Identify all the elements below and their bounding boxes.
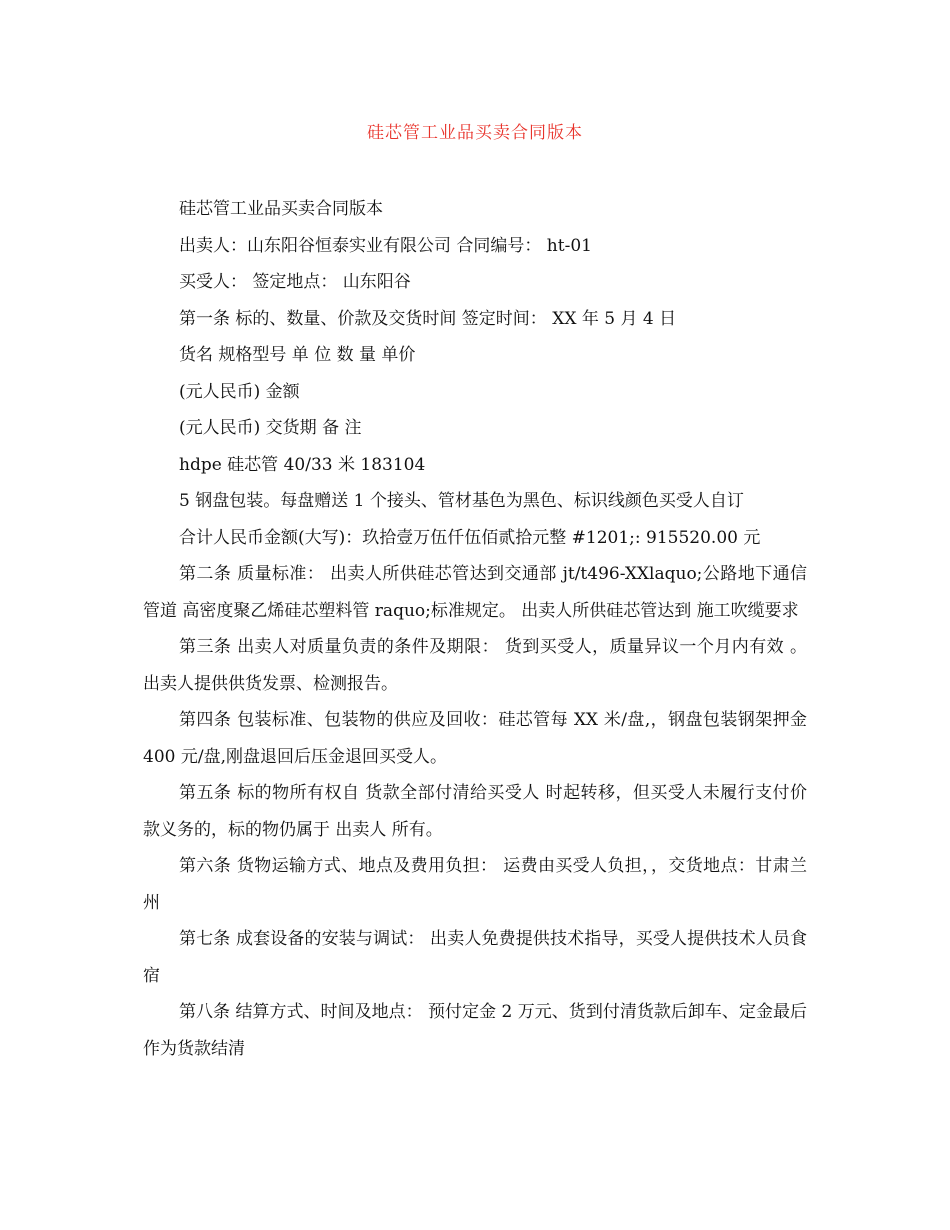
goods-table-header-cont: (元人民币) 金额	[179, 381, 300, 402]
document-title: 硅芯管工业品买卖合同版本	[367, 123, 583, 143]
goods-packaging-note: 5 钢盘包装。每盘赠送 1 个接头、管材基色为黑色、标识线颜色买受人自订	[179, 491, 744, 511]
article-5-ownership: 第五条 标的物所有权自 货款全部付清给买受人 时起转移，但买受人未履行支付价款义务的，标的物仍属于 出卖人 所有。	[143, 783, 807, 840]
article-4-packaging: 第四条 包装标准、包装物的供应及回收：硅芯管每 XX 米/盘,，钢盘包装钢架押金 400 元/盘,刚盘退回后压金退回买受人。	[143, 710, 807, 767]
seller-line: 出卖人：山东阳谷恒泰实业有限公司 合同编号： ht-01	[179, 235, 592, 256]
goods-table-header: 货名 规格型号 单 位 数 量 单价	[179, 345, 416, 365]
buyer-line: 买受人： 签定地点： 山东阳谷	[179, 272, 411, 292]
document-body	[143, 191, 807, 1067]
goods-row: hdpe 硅芯管 40/33 米 183104	[179, 454, 426, 475]
article-3-liability: 第三条 出卖人对质量负责的条件及期限： 货到买受人，质量异议一个月内有效 。 出卖人提供供货发票、检测报告。	[143, 637, 807, 694]
article-7-installation: 第七条 成套设备的安装与调试： 出卖人免费提供技术指导，买受人提供技术人员食宿	[143, 929, 807, 986]
article-6-transport: 第六条 货物运输方式、地点及费用负担： 运费由买受人负担，，交货地点：甘肃兰州	[143, 856, 807, 913]
contract-subtitle: 硅芯管工业品买卖合同版本	[179, 199, 383, 219]
goods-table-header-cont-2: (元人民币) 交货期 备 注	[179, 418, 362, 438]
article-8-settlement: 第八条 结算方式、时间及地点： 预付定金 2 万元、货到付清货款后卸车、定金最后作为货款结清	[143, 1002, 807, 1059]
article-1-heading: 第一条 标的、数量、价款及交货时间 签定时间： XX 年 5 月 4 日	[179, 308, 677, 329]
total-amount-line: 合计人民币金额(大写)：玖拾壹万伍仟伍佰贰拾元整 #1201;: 915520.00 元	[179, 527, 761, 548]
article-2-quality: 第二条 质量标准： 出卖人所供硅芯管达到交通部 jt/t496-XXlaquo;公路地下通信管道 高密度聚乙烯硅芯塑料管 raquo;标准规定。 出卖人所供硅芯管达到 施工吹缆要求	[143, 564, 807, 621]
